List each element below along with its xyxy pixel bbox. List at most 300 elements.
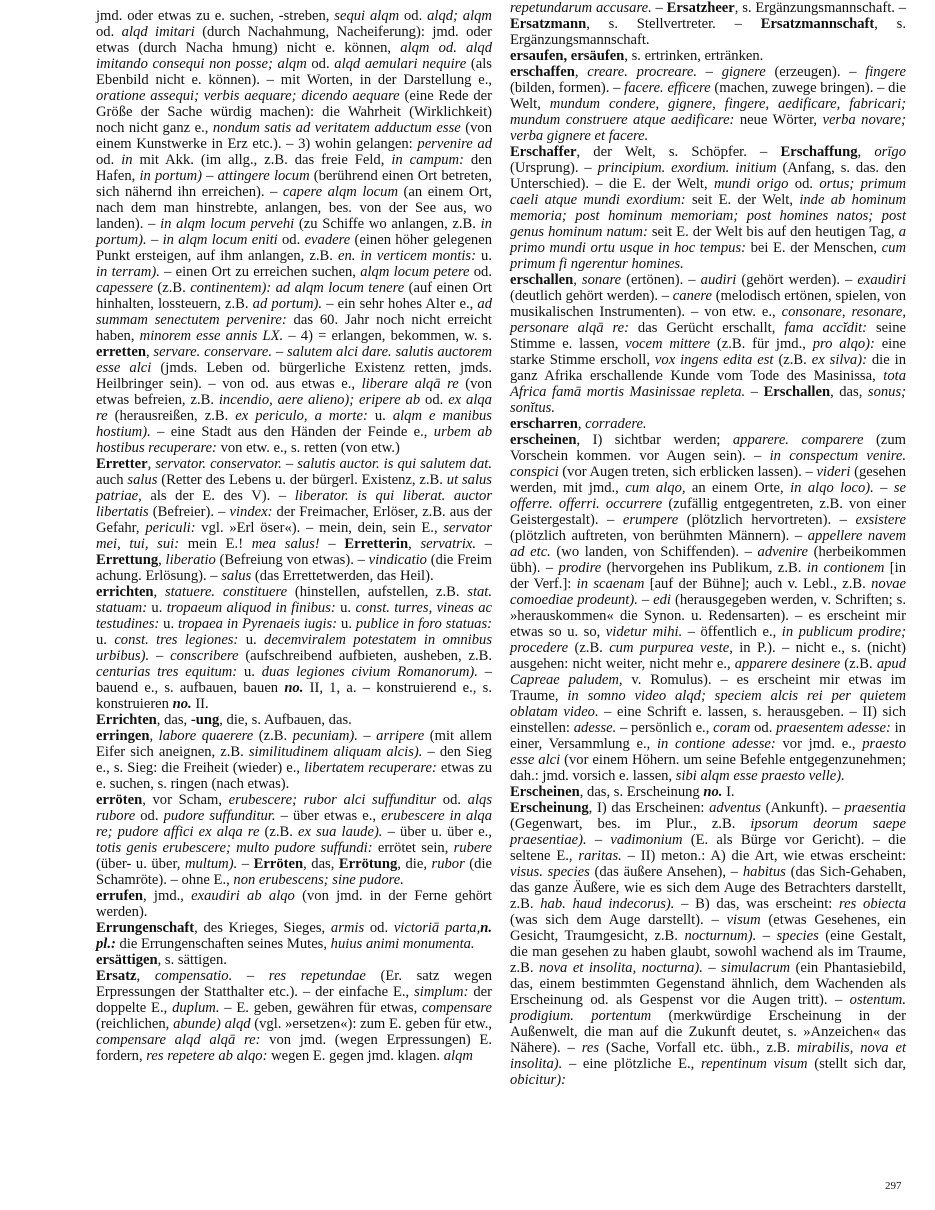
latin-term: cum primum fi ngerentur homines. — [510, 240, 906, 272]
dictionary-entry — [96, 712, 492, 728]
latin-term: coram — [713, 720, 751, 736]
entry-text: – 4) = erlangen, bekommen, w. s. — [283, 328, 492, 344]
entry-text: etwas zu e. suchen, s. ringen (nach etwas). — [96, 760, 492, 792]
entry-text: wegen E. gegen jmd. klagen. — [267, 1048, 444, 1064]
entry-text: (plötzlich hervortreten). – — [678, 512, 856, 528]
entry-text: u. — [238, 632, 265, 648]
latin-term: liberatio — [165, 552, 216, 568]
latin-term: urbem ab hostibus recuperare: — [96, 424, 492, 456]
entry-text: od. — [436, 792, 468, 808]
latin-term: servator. conservator. – salutis auctor. is qui salutem dat. — [155, 456, 492, 472]
entry-text: (z.B. — [568, 640, 610, 656]
dictionary-entry — [510, 800, 906, 1088]
latin-term: visum — [726, 912, 761, 928]
headword: erröten — [96, 792, 143, 808]
latin-term: compensare alqd alqā re: — [96, 1032, 261, 1048]
headword: erschallen — [510, 272, 574, 288]
entry-text: (Gegenwart, bes. im Plur., z.B. — [510, 816, 751, 832]
entry-text: – — [745, 384, 764, 400]
latin-term: mundi origo — [713, 176, 789, 192]
entry-text: (herbeikommen übh). – — [510, 544, 907, 576]
latin-term: a primo mundi ortu usque in hoc tempus: — [510, 224, 906, 256]
entry-text: (reichlichen, — [96, 1016, 174, 1032]
dictionary-entry — [510, 416, 906, 432]
entry-text: (einen höher gelegenen Punkt ersteigen, auf ihm anlangen, z.B. — [96, 232, 492, 264]
latin-term: videtur mihi. — [605, 624, 683, 640]
entry-text: (zu Schiffe wo anlangen, z.B. — [294, 216, 481, 232]
headword: erscharren — [510, 416, 578, 432]
latin-term: apparere desinere — [734, 656, 841, 672]
entry-text: errötet sein, — [372, 840, 454, 856]
latin-term: libertatem recuperare: — [304, 760, 437, 776]
entry-text: mit Akk. (im allg., z.B. das freie Feld, — [132, 152, 392, 168]
dictionary-entry — [96, 888, 492, 920]
latin-term: erubescere in alqa re; pudore affici ex alqa re — [96, 808, 492, 840]
latin-term: armis — [330, 920, 365, 936]
entry-text: der Freimacher, Erlöser, z.B. aus der Gefahr, — [96, 504, 492, 536]
entry-text: , das, s. Erscheinung — [579, 784, 704, 800]
entry-text: , I) das Erscheinen: — [588, 800, 710, 816]
headword: Ersatzheer — [666, 0, 735, 16]
entry-text: – über u. über e., — [382, 824, 492, 840]
latin-term: in conspectum venire. conspici — [510, 448, 906, 480]
entry-text: vor jmd. e., — [775, 736, 863, 752]
latin-term: ex alqa re — [96, 392, 492, 424]
entry-text: u. — [147, 600, 167, 616]
latin-term: pecuniam). – arripere — [292, 728, 425, 744]
latin-term: cum alqo, — [625, 480, 686, 496]
dictionary-entry — [510, 48, 906, 64]
latin-term: erubescere; rubor alci suffunditur — [228, 792, 437, 808]
entry-text: od. — [364, 920, 394, 936]
latin-term: liberare alqā re — [361, 376, 459, 392]
latin-term: vocem mittere — [625, 336, 711, 352]
entry-text: neue Wörter, — [734, 112, 823, 128]
headword: Erschaffung — [780, 144, 858, 160]
latin-term: in — [121, 152, 133, 168]
latin-term: in portum). – in alqm locum eniti — [96, 216, 492, 248]
entry-text: u. — [96, 632, 115, 648]
latin-term: alqm locum petere — [360, 264, 470, 280]
dictionary-entry — [510, 432, 906, 784]
entry-text: II. — [191, 696, 209, 712]
entry-text: (wo landen, von Schiffenden). – — [550, 544, 758, 560]
entry-text: – eine Stadt aus den Händen der Feinde e., — [150, 424, 434, 440]
latin-term: novae comoediae prodeunt). – edi — [510, 576, 906, 608]
entry-text: – eine Schrift e. lassen, s. herausgeben. – II) sich einstellen: — [510, 704, 906, 736]
entry-text: (z.B. — [773, 352, 812, 368]
latin-term: exaudiri — [857, 272, 906, 288]
latin-term: alqs rubore — [96, 792, 492, 824]
entry-text: (Sache, Vorfall etc. übh., z.B. — [599, 1040, 797, 1056]
latin-term: ex sua laude). — [298, 824, 383, 840]
latin-term: appellere navem ad etc. — [510, 528, 906, 560]
latin-term: raritas. — [578, 848, 622, 864]
entry-text: (hervorgehen ins Publikum, z.B. — [601, 560, 807, 576]
entry-text: von etw. e., s. retten (von etw.) — [216, 440, 400, 456]
latin-term: consonare, resonare, personare alqā re: — [510, 304, 906, 336]
entry-text: (das Errettetwerden, das Heil). — [251, 568, 434, 584]
entry-text: (bilden, formen). – — [510, 80, 625, 96]
entry-text: (E. als Bürge vor Gericht). – die seltene E., — [510, 832, 907, 864]
entry-text: , vor Scham, — [142, 792, 229, 808]
entry-text: – den Sieg e., s. Sieg: die Freiheit (wieder) e., — [96, 744, 492, 776]
entry-text: , das, — [156, 712, 191, 728]
entry-text: (erzeugen). – — [765, 64, 866, 80]
entry-text: (Retter des Lebens u. der bürgerl. Existenz, z.B. — [157, 472, 447, 488]
latin-term: alqm — [443, 1048, 473, 1064]
entry-text: (Ursprung). – — [510, 160, 598, 176]
headword: Errettung — [96, 552, 159, 568]
latin-term: rubere — [453, 840, 492, 856]
latin-term: totis genis erubescere; multo pudore suffundi: — [96, 840, 373, 856]
entry-text: [auf der Bühne]; auch v. Lebl., z.B. — [644, 576, 872, 592]
entry-text: , des Krieges, Sieges, — [194, 920, 331, 936]
dictionary-entry — [96, 968, 492, 1064]
dictionary-entry — [510, 0, 906, 48]
latin-term: tropaeum aliquod in finibus: — [166, 600, 336, 616]
entry-text: , I) sichtbar werden; — [576, 432, 733, 448]
latin-term: evadere — [304, 232, 351, 248]
entry-text: , s. Ergänzungsmannschaft. — [510, 16, 907, 48]
entry-text: od. — [96, 24, 122, 40]
entry-text: (deutlich gehört werden). – — [510, 288, 673, 304]
dictionary-entry — [96, 8, 492, 456]
entry-text: bei E. der Menschen, — [745, 240, 882, 256]
entry-text: (gehört werden). – — [736, 272, 858, 288]
entry-text: , — [158, 552, 166, 568]
latin-term: duas legiones civium Romanorum). — [261, 664, 478, 680]
entry-text: (gesehen werden, mit jmd., — [510, 464, 907, 496]
entry-text: v. Romulus). – es erscheint mir etwas im Traume, — [510, 672, 906, 704]
entry-text: (das äußere Ansehen), – — [589, 864, 743, 880]
latin-term: ut salus patriae, — [96, 472, 492, 504]
headword: erscheinen — [510, 432, 577, 448]
entry-text: die in ganz Afrika erschallende Kunde vom Tode des Masinissa, — [510, 352, 906, 384]
dictionary-entry — [96, 920, 492, 952]
latin-term: duplum. — [172, 1000, 220, 1016]
entry-text: (die Schamröte). – ohne E., — [96, 856, 492, 888]
latin-term: en. in verticem montis: — [337, 248, 476, 264]
dictionary-entry — [96, 584, 492, 712]
latin-term: sequi alqm — [334, 8, 400, 24]
latin-term: in contionem — [806, 560, 885, 576]
latin-term: servatrix. — [420, 536, 476, 552]
latin-term: inde ab hominum memoria; post hominum memoriam; post homines natos; post genus hominum natum: — [510, 192, 906, 240]
latin-term: praesentia — [844, 800, 906, 816]
latin-term: nocturnum). – species — [684, 928, 819, 944]
entry-text: den Hafen, — [96, 152, 492, 184]
latin-term: servare. conservare. – salutem alci dare. salutis auctorem esse alci — [96, 344, 492, 376]
entry-text: u. — [475, 248, 492, 264]
entry-text: (mit allem Eifer sich aneignen, z.B. — [96, 728, 492, 760]
entry-text: , jmd., — [143, 888, 192, 904]
entry-text: (z.B. — [259, 824, 299, 840]
headword: Erretterin — [344, 536, 409, 552]
entry-text: , s. Ergänzungsmannschaft. – — [734, 0, 906, 16]
entry-text: od. — [420, 392, 449, 408]
entry-text: an einem Orte, — [685, 480, 791, 496]
latin-term: minorem esse annis LX. — [139, 328, 284, 344]
entry-text: in P.). – nicht e., s. (nicht) ausgehen: nicht weiter, nicht mehr e., — [510, 640, 906, 672]
entry-text: vgl. »Erl öser«). – mein, dein, sein E., — [195, 520, 444, 536]
latin-term: in terram). — [96, 264, 160, 280]
entry-text: – B) das, was erscheint: — [674, 896, 840, 912]
latin-term: exaudiri ab alqo — [191, 888, 295, 904]
entry-text: (von jmd. in der Ferne gehört werden). — [96, 888, 492, 920]
entry-text: – öffentlich e., — [682, 624, 782, 640]
entry-text: , — [573, 272, 582, 288]
entry-text: (Befreiung von etwas). – — [215, 552, 369, 568]
latin-term: exsistere — [855, 512, 906, 528]
headword: Ersatzmann — [510, 16, 587, 32]
latin-term: videri — [816, 464, 851, 480]
entry-text: , s. ertrinken, ertränken. — [624, 48, 764, 64]
latin-term: decemviralem potestatem in omnibus urbibus). – conscribere — [96, 632, 492, 664]
entry-text: – — [651, 0, 667, 16]
entry-text: od. — [788, 176, 820, 192]
latin-term: non erubescens; sine pudore. — [233, 872, 404, 888]
headword: Erröten — [253, 856, 304, 872]
entry-text: (zum Vorschein kommen. vor Augen sein). – — [510, 432, 906, 464]
entry-text: , — [149, 728, 159, 744]
dictionary-entry — [510, 272, 906, 416]
latin-term: similitudinem aliquam alcis). — [248, 744, 423, 760]
latin-term: rubor — [431, 856, 465, 872]
latin-term: publice in foro statuas: — [355, 616, 492, 632]
latin-term: simplum: — [414, 984, 469, 1000]
headword: Erscheinung — [510, 800, 589, 816]
entry-text: (über- u. über, — [96, 856, 185, 872]
latin-term: verba novare; verba gignere et facere. — [510, 112, 906, 144]
latin-term: ad summam senectutem pervenire: — [96, 296, 493, 328]
latin-term: mirabilis, nova et insolita). — [510, 1040, 906, 1072]
latin-term: fingere — [865, 64, 906, 80]
latin-term: oratione assequi; verbis aequare; dicendo aequare — [96, 88, 400, 104]
headword: Erretter — [96, 456, 148, 472]
latin-term: res — [581, 1040, 599, 1056]
entry-text: (Er. satz wegen Erpressungen der Statthalter etc.). – der einfache E., — [96, 968, 493, 1000]
latin-term: ipsorum deorum saepe praesentiae). – vadimonium — [510, 816, 906, 848]
entry-text: – persönlich e., — [616, 720, 714, 736]
headword: errufen — [96, 888, 144, 904]
latin-term: pro alqo): — [812, 336, 875, 352]
latin-term: creare. procreare. – gignere — [587, 64, 766, 80]
latin-term: salus — [221, 568, 252, 584]
latin-term: canere — [672, 288, 712, 304]
latin-term: salus — [127, 472, 158, 488]
latin-term: servator mei, tui, sui: — [96, 520, 492, 552]
dictionary-entry — [96, 792, 492, 888]
entry-text: [in der Verf.]: — [510, 560, 906, 592]
entry-text: , die, s. Aufbauen, das. — [219, 712, 352, 728]
entry-text: – einen Ort zu erreichen suchen, — [159, 264, 361, 280]
entry-text: od. — [469, 264, 492, 280]
entry-text: , — [147, 456, 156, 472]
entry-text: jmd. oder etwas zu e. suchen, -streben, — [96, 8, 335, 24]
entry-text: (von etwas befreien, z.B. — [96, 376, 493, 408]
entry-text: (hinstellen, aufstellen, z.B. — [287, 584, 468, 600]
headword: erschaffen — [510, 64, 575, 80]
entry-text: die Errungenschaften seines Mutes, — [115, 936, 331, 952]
latin-term: prodire — [558, 560, 602, 576]
entry-text: (stellt sich dar, — [807, 1056, 907, 1072]
latin-term: periculi: — [145, 520, 196, 536]
latin-term: alqm e manibus hostium). — [96, 408, 492, 440]
entry-text: , — [408, 536, 421, 552]
latin-term: adventus — [709, 800, 761, 816]
headword: erretten — [96, 344, 146, 360]
latin-term: multum). — [184, 856, 238, 872]
entry-text: (Ankunft). – — [761, 800, 845, 816]
headword: Ersatzmannschaft — [760, 16, 875, 32]
latin-term: huius animi monumenta. — [330, 936, 475, 952]
entry-text: (berührend einen Ort betreten, sich nähernd ihn erreichen). – — [96, 168, 492, 200]
dictionary-entry — [510, 64, 906, 144]
dictionary-entry — [510, 144, 906, 272]
entry-text: (z.B. — [153, 280, 191, 296]
latin-term: mea salus! — [251, 536, 320, 552]
latin-term: vindex: — [229, 504, 273, 520]
latin-term: hab. haud indecorus). — [540, 896, 675, 912]
latin-term: advenire — [757, 544, 809, 560]
dictionary-entry — [96, 728, 492, 792]
latin-term: in contione adesse: — [656, 736, 776, 752]
entry-text: od. — [135, 808, 164, 824]
entry-text: (die Freim achung. Erlösung). – — [96, 552, 492, 584]
headword: -ung — [190, 712, 220, 728]
entry-text: , s. Stellvertreter. – — [586, 16, 761, 32]
latin-term: apud Capreae paludem, — [510, 656, 906, 688]
entry-text: (melodisch ertönen, spielen, von musikalischen Instrumenten). – von etw. e., — [510, 288, 906, 320]
latin-term: repentinum visum — [700, 1056, 808, 1072]
latin-term: sonare — [581, 272, 622, 288]
entry-text: (z.B. — [840, 656, 877, 672]
entry-text: (zufällig entgegentreten, z.B. von einer Geistergestalt). – — [510, 496, 906, 528]
latin-term: labore quaerere — [158, 728, 254, 744]
entry-text: (plötzlich auftreten, von berühmten Männern). – — [510, 528, 808, 544]
entry-text: in einer, Versammlung e., — [510, 720, 906, 752]
entry-text: (ertönen). – — [621, 272, 701, 288]
latin-term: ostentum. prodigium. portentum — [510, 992, 906, 1024]
latin-term: statuere. constituere — [164, 584, 288, 600]
headword: Errungenschaft — [96, 920, 195, 936]
latin-term: repetundarum accusare. — [510, 0, 652, 16]
headword: ersaufen, ersäufen — [510, 48, 625, 64]
latin-term: tota Africa famā mortis Masinissae repleta. — [510, 368, 906, 400]
entry-text: das Gerücht erschallt, — [628, 320, 785, 336]
entry-text: seit E. der Welt, — [685, 192, 800, 208]
entry-text: (Befreier). – — [148, 504, 230, 520]
abbreviation: no. — [284, 680, 304, 696]
latin-term: in alqo loco). – se offerre. offerri. occurrere — [510, 480, 906, 512]
latin-term: principium. exordium. initium — [597, 160, 777, 176]
entry-text: von jmd. (wegen Erpressungen) E. fordern, — [96, 1032, 492, 1064]
latin-term: mundum condere, gignere, fingere, aedificare, fabricari; mundum construere atque aedificare: — [510, 96, 906, 128]
latin-term: vox ingens edita est — [654, 352, 774, 368]
latin-term: nondum satis ad veritatem adductum esse — [212, 120, 461, 136]
left-column — [96, 0, 492, 1064]
entry-text: , s. sättigen. — [157, 952, 227, 968]
entry-text: , die, — [397, 856, 432, 872]
entry-text: (das Sich-Gehaben, das ganze Äußere, wie es sich dem Auge des Betrachters darstellt, z.B. — [510, 864, 906, 912]
latin-term: stat. statuam: — [96, 584, 493, 616]
latin-term: centurias tres equitum: — [96, 664, 238, 680]
latin-term: nova et insolita, nocturna). – simulacrum — [538, 960, 791, 976]
entry-text: u. — [237, 664, 262, 680]
entry-text: , der Welt, s. Schöpfer. – — [576, 144, 781, 160]
entry-text: , — [136, 968, 155, 984]
right-column-text — [510, 0, 906, 1088]
latin-term: incendio, aere alieno); eripere ab — [218, 392, 421, 408]
entry-text: u. — [159, 616, 179, 632]
entry-text: od. — [750, 720, 777, 736]
latin-term: adesse. — [573, 720, 617, 736]
latin-term: praesto esse alci — [510, 736, 906, 768]
latin-term: ex periculo, a morte: — [235, 408, 368, 424]
latin-term: victoriā parta, — [393, 920, 481, 936]
latin-term: compensare — [422, 1000, 493, 1016]
entry-text: – — [237, 856, 254, 872]
headword: Erschaffer — [510, 144, 577, 160]
entry-text: , — [574, 64, 588, 80]
latin-term: liberator. is qui liberat. auctor libertatis — [96, 488, 492, 520]
latin-term: res obiecta — [839, 896, 906, 912]
entry-text: (merkwürdige Erscheinung in der Außenwelt, die man auf die Zukunft deutet, s. »Anzeichen« das Nähere). – — [510, 1008, 907, 1056]
latin-term: alqd aemulari nequire — [334, 56, 467, 72]
latin-term: const. turres, vineas ac testudines: — [96, 600, 492, 632]
entry-text: u. — [335, 600, 356, 616]
entry-text: (jmds. Leben od. bürgerliche Existenz retten, jmds. Heilbringer sein). – von od. aus etwas e., — [96, 360, 492, 392]
latin-term: audiri — [700, 272, 737, 288]
latin-term: capessere — [96, 280, 153, 296]
page-number: 297 — [885, 1180, 902, 1192]
entry-text: – — [476, 536, 492, 552]
latin-term: alqm od. alqd imitando consequi non posse; alqm — [96, 40, 492, 72]
latin-term: continentem): ad alqm locum tenere — [190, 280, 405, 296]
latin-term: in portum) – attingere locum — [139, 168, 310, 184]
entry-text: II, 1, a. – konstruierend e., s. konstruieren — [96, 680, 492, 712]
entry-text: (aufschreibend aufbieten, ausheben, z.B. — [238, 648, 492, 664]
latin-term: praesentem adesse: — [776, 720, 891, 736]
entry-text: das 60. Jahr noch nicht erreicht haben, — [96, 312, 492, 344]
latin-term: in campum: — [391, 152, 464, 168]
latin-term: tropaea in Pyrenaeis iugis: — [178, 616, 338, 632]
entry-text: od. — [399, 8, 428, 24]
latin-term: orīgo — [874, 144, 906, 160]
headword: errichten — [96, 584, 154, 600]
latin-term: apparere. comparere — [732, 432, 864, 448]
entry-text: (eine Gestalt, die man gesehen zu haben glaubt, sowohl wachend als im Traume, z.B. — [510, 928, 907, 976]
entry-text: I. — [722, 784, 735, 800]
entry-text: seit E. der Welt bis auf den heutigen Tag, — [647, 224, 899, 240]
entry-text: , — [577, 416, 586, 432]
entry-text: (machen, zuwege bringen). – die Welt, — [510, 80, 906, 112]
latin-term: ad portum). — [252, 296, 323, 312]
latin-term: res repetere ab alqo: — [146, 1048, 268, 1064]
entry-text: (als Ebenbild nicht e. können). – mit Worten, in der Darstellung e., — [96, 56, 492, 88]
entry-text: (herausgegeben werden, v. Schriften; s. »herauskommen« die Synon. u. Redensarten). – es erscheint mir etwas so u. so, — [510, 592, 906, 640]
latin-term: capere alqm locum — [282, 184, 398, 200]
latin-term: vindicatio — [368, 552, 427, 568]
latin-term: compensatio. – res repetundae — [154, 968, 366, 984]
entry-text: der doppelte E., — [96, 984, 492, 1016]
latin-term: facere. efficere — [624, 80, 711, 96]
latin-term: ortus; primum caeli atque mundi exordium: — [510, 176, 906, 208]
entry-text: (auf einen Ort hinhalten, lossteuern, z.B. — [96, 280, 492, 312]
latin-term: sibi alqm esse praesto velle). — [675, 768, 845, 784]
latin-term: erumpere — [622, 512, 679, 528]
